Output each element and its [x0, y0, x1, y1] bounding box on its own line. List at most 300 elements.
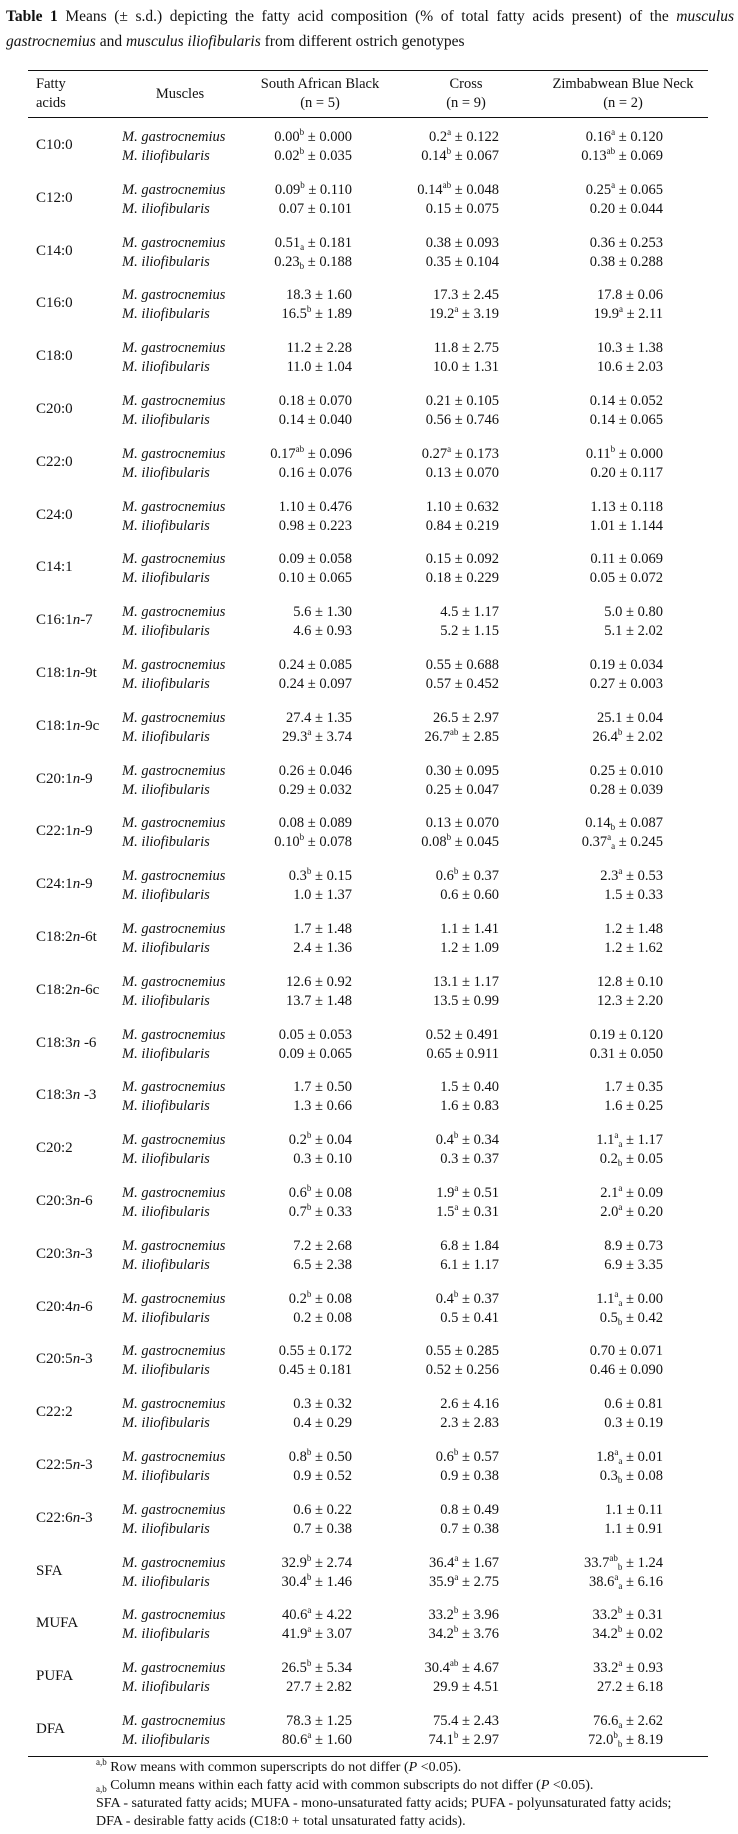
table-cell: [436, 1184, 499, 1203]
plus-minus: ±: [311, 1151, 327, 1168]
mean-value: 0.9: [440, 1468, 459, 1484]
table-cell: [426, 550, 499, 569]
sd-value: 0.245: [630, 834, 663, 851]
plus-minus: ±: [458, 1079, 474, 1096]
plus-minus: ±: [458, 1098, 474, 1115]
table-cell: [293, 1467, 352, 1486]
plus-minus: ±: [311, 868, 327, 885]
table-cell: [289, 1131, 352, 1150]
plus-minus: ±: [311, 306, 327, 323]
mean-value: 0.14: [585, 815, 611, 832]
muscle-name: M. iliofibularis: [122, 1204, 210, 1220]
sd-value: 0.096: [319, 445, 352, 462]
acid-suffix: -3: [80, 1351, 93, 1368]
plus-minus: ±: [615, 412, 631, 428]
sd-value: 0.08: [637, 1468, 663, 1484]
plus-minus: ±: [451, 1026, 467, 1043]
sd-value: 0.452: [466, 676, 499, 692]
table-cell: [436, 1290, 499, 1309]
mean-value: 0.55: [425, 1343, 452, 1360]
muscle-name: M. iliofibularis: [122, 781, 210, 798]
plus-minus: ±: [622, 1256, 638, 1273]
plus-minus: ±: [304, 253, 320, 270]
muscle-name: M. gastrocnemius: [122, 1554, 226, 1571]
plus-minus: ±: [304, 234, 320, 251]
acid-suffix: -7: [80, 612, 93, 629]
sd-value: 2.74: [326, 1554, 352, 1571]
table-row: [0, 728, 738, 747]
mean-value: 11.2: [286, 340, 312, 357]
mean-value: 0.4: [435, 1290, 454, 1307]
sd-value: 0.91: [637, 1520, 663, 1537]
muscle-name: M. iliofibularis: [122, 1520, 210, 1537]
footnote-text: <0.05).: [549, 1778, 594, 1793]
table-cell: [582, 833, 663, 852]
table-row: [0, 1045, 738, 1064]
row-superscript: a: [611, 179, 616, 190]
mean-value: 0.13: [581, 148, 607, 164]
fatty-acid-group: [0, 1444, 738, 1496]
plus-minus: ±: [304, 676, 320, 692]
sd-value: 3.07: [326, 1626, 352, 1643]
acid-name: C22:5: [36, 1457, 73, 1473]
mean-value: 10.6: [597, 359, 623, 376]
table-cell: [604, 603, 663, 622]
plus-minus: ±: [622, 1713, 638, 1729]
plus-minus: ±: [458, 1660, 474, 1677]
table-cell: [279, 569, 352, 588]
plus-minus: ±: [311, 359, 327, 376]
plus-minus: ±: [311, 287, 327, 304]
table-row: [0, 1203, 738, 1222]
plus-minus: ±: [622, 709, 638, 726]
muscle-name: M. gastrocnemius: [122, 287, 226, 304]
sd-value: 1.60: [326, 287, 352, 304]
sd-value: 1.17: [473, 973, 499, 990]
sd-value: 0.065: [319, 1045, 352, 1062]
mean-value: 0.45: [278, 1362, 305, 1379]
mean-value: 0.38: [425, 234, 452, 251]
table-cell: [440, 1078, 499, 1097]
plus-minus: ±: [451, 1362, 467, 1379]
mean-value: 35.9: [429, 1573, 455, 1590]
sd-value: 0.11: [638, 1501, 663, 1518]
table-cell: [440, 1097, 499, 1116]
muscle-name: M. gastrocnemius: [122, 181, 226, 198]
table-cell: [275, 234, 352, 253]
muscle-name: M. iliofibularis: [122, 359, 210, 376]
sd-value: 0.20: [637, 1204, 663, 1220]
mean-value: 0.19: [589, 657, 616, 673]
mean-value: 0.3: [599, 1468, 618, 1484]
table-cell: [593, 1712, 663, 1731]
mean-value: 0.26: [278, 762, 305, 779]
acid-name: C20:5: [36, 1351, 73, 1368]
sd-value: 0.80: [637, 604, 663, 621]
sd-value: 0.00: [637, 1290, 663, 1307]
mean-value: 0.7: [288, 1204, 307, 1220]
table-cell: [429, 1606, 499, 1625]
mean-value: 0.56: [425, 412, 452, 428]
plus-minus: ±: [622, 992, 638, 1009]
plus-minus: ±: [458, 1573, 474, 1590]
header-text: Cross: [449, 76, 483, 92]
sd-value: 0.093: [466, 234, 499, 251]
mean-value: 0.8: [288, 1449, 307, 1465]
table-cell: [279, 781, 352, 800]
mean-value: 0.11: [590, 551, 616, 568]
table-cell: [270, 445, 352, 464]
table-cell: [282, 1554, 352, 1573]
sd-value: 0.49: [473, 1501, 499, 1518]
table-row: [0, 814, 738, 833]
mean-value: 0.31: [589, 1045, 616, 1062]
acid-n: n: [72, 1087, 81, 1104]
table-row: [0, 128, 738, 147]
mean-value: 2.4: [293, 940, 312, 956]
mean-value: 0.09: [274, 181, 301, 198]
table-cell: [436, 867, 499, 886]
acid-name: C18:3: [36, 1034, 73, 1051]
table-cell: [429, 1625, 499, 1644]
table-cell: [593, 1659, 663, 1678]
table-row: [0, 1501, 738, 1520]
table-cell: [596, 1290, 663, 1309]
plus-minus: ±: [311, 887, 327, 904]
sd-value: 0.92: [326, 973, 352, 990]
plus-minus: ±: [304, 412, 320, 428]
table-cell: [286, 1712, 352, 1731]
column-subscript: a: [618, 1720, 623, 1730]
sd-value: 0.19: [637, 1415, 663, 1432]
row-superscript: a: [614, 1447, 619, 1457]
mean-value: 0.05: [278, 1026, 305, 1043]
acid-n: n: [72, 665, 81, 681]
mean-value: 41.9: [282, 1626, 308, 1643]
sd-value: 0.104: [466, 253, 499, 270]
plus-minus: ±: [458, 1468, 474, 1484]
plus-minus: ±: [458, 623, 474, 640]
plus-minus: ±: [615, 445, 631, 462]
table-cell: [433, 709, 499, 728]
sd-value: 0.105: [466, 393, 499, 409]
table-cell: [590, 1361, 663, 1380]
acid-suffix: -9: [80, 876, 93, 893]
acid-name: C10:0: [36, 137, 73, 153]
mean-value: 33.2: [428, 1607, 454, 1624]
muscle-name: M. iliofibularis: [122, 728, 210, 745]
acid-name: C20:3: [36, 1245, 73, 1262]
table-row: [0, 1448, 738, 1467]
plus-minus: ±: [458, 604, 474, 621]
plus-minus: ±: [311, 1098, 327, 1115]
sd-value: 2.83: [473, 1415, 499, 1432]
table-cell: [293, 1256, 352, 1275]
table-cell: [433, 1712, 499, 1731]
acid-n: n: [72, 981, 81, 998]
sd-value: 0.118: [630, 498, 663, 515]
mean-value: 30.4: [281, 1573, 307, 1590]
table-row: [0, 1309, 738, 1328]
acid-name: C22:6: [36, 1509, 73, 1526]
table-cell: [289, 1184, 352, 1203]
row-superscript: b: [306, 1658, 312, 1669]
fatty-acid-group: [0, 1022, 738, 1074]
table-cell: [279, 550, 352, 569]
mean-value: 4.6: [293, 623, 312, 640]
sd-value: 0.10: [326, 1151, 352, 1168]
row-superscript: b: [299, 127, 305, 137]
sd-value: 0.071: [630, 1343, 663, 1360]
muscle-name: M. gastrocnemius: [122, 973, 226, 990]
plus-minus: ±: [615, 498, 631, 515]
plus-minus: ±: [622, 1396, 638, 1413]
sd-value: 0.42: [637, 1309, 663, 1326]
row-superscript: b: [306, 1447, 312, 1457]
row-superscript: b: [306, 1130, 312, 1141]
fatty-acid-group: [0, 335, 738, 387]
mean-value: 1.10: [425, 498, 452, 515]
row-superscript: b: [617, 1605, 623, 1616]
plus-minus: ±: [304, 498, 320, 515]
row-superscript: b: [300, 179, 305, 190]
sd-value: 4.67: [473, 1660, 499, 1677]
table-cell: [440, 1256, 499, 1275]
mean-value: 0.24: [278, 676, 305, 692]
acid-name: C20:4: [36, 1298, 73, 1315]
muscle-name: M. iliofibularis: [122, 834, 210, 851]
plus-minus: ±: [311, 1607, 327, 1624]
muscle-name: M. iliofibularis: [122, 464, 210, 481]
footnote-mark: a,b: [96, 1757, 107, 1767]
muscle-name: M. iliofibularis: [122, 1679, 210, 1696]
table-cell: [293, 1237, 352, 1256]
plus-minus: ±: [451, 781, 467, 798]
fatty-acid-group: [0, 1286, 738, 1338]
table-cell: [585, 814, 663, 833]
sd-value: 1.24: [637, 1554, 663, 1571]
table-row: [0, 622, 738, 641]
sd-value: 0.25: [637, 1098, 663, 1115]
mean-value: 0.6: [435, 1449, 454, 1465]
mean-value: 0.51: [274, 234, 301, 251]
muscle-name: M. iliofibularis: [122, 623, 210, 640]
mean-value: 0.09: [278, 551, 305, 568]
mean-value: 1.5: [436, 1204, 455, 1220]
sd-value: 0.04: [637, 709, 663, 726]
mean-value: 6.8: [440, 1237, 459, 1254]
plus-minus: ±: [304, 551, 320, 568]
acid-suffix: -9t: [80, 665, 97, 681]
plus-minus: ±: [615, 781, 631, 798]
mean-value: 5.6: [293, 604, 312, 621]
muscle-name: M. gastrocnemius: [122, 1290, 226, 1307]
plus-minus: ±: [458, 287, 474, 304]
mean-value: 8.9: [604, 1237, 623, 1254]
table-cell: [590, 253, 663, 272]
plus-minus: ±: [622, 359, 638, 376]
table-cell: [584, 1554, 663, 1573]
muscle-name: M. iliofibularis: [122, 1045, 210, 1062]
row-superscript: a: [307, 1730, 312, 1740]
table-row: [0, 1678, 738, 1697]
table-top-rule: [28, 70, 708, 71]
mean-value: 0.25: [589, 762, 616, 779]
sd-value: 0.065: [630, 412, 663, 428]
sd-value: 5.34: [326, 1660, 352, 1677]
header-n: (n = 9): [446, 95, 486, 111]
sd-value: 1.60: [326, 1732, 352, 1748]
caption-muscle-2: musculus iliofibularis: [125, 33, 261, 50]
plus-minus: ±: [615, 181, 631, 198]
plus-minus: ±: [311, 921, 327, 937]
mean-value: 1.5: [604, 887, 623, 904]
mean-value: 0.09: [278, 1045, 305, 1062]
fatty-acid-group: [0, 1074, 738, 1126]
sd-value: 1.62: [637, 940, 663, 956]
acid-n: n: [72, 1193, 81, 1209]
mean-value: 0.02: [274, 148, 300, 164]
table-cell: [436, 1203, 499, 1222]
table-row: [0, 569, 738, 588]
plus-minus: ±: [622, 623, 638, 640]
row-superscript: a: [307, 726, 312, 737]
plus-minus: ±: [615, 1343, 631, 1360]
row-superscript: a: [607, 832, 612, 843]
mean-value: 5.2: [440, 623, 459, 640]
row-superscript: b: [613, 1730, 618, 1740]
table-cell: [293, 1309, 352, 1328]
column-subscript: a: [618, 1580, 623, 1591]
table-row: [0, 833, 738, 852]
plus-minus: ±: [311, 1079, 327, 1096]
table-cell: [289, 1448, 352, 1467]
table-cell: [279, 464, 352, 483]
table-cell: [600, 1150, 663, 1169]
acid-suffix: -6: [80, 1034, 97, 1051]
table-row: [0, 411, 738, 430]
acid-n: n: [72, 929, 81, 945]
table-cell: [604, 920, 663, 939]
table-row: [0, 1625, 738, 1644]
table-row: [0, 603, 738, 622]
sd-value: 2.43: [473, 1713, 499, 1729]
table-cell: [274, 147, 352, 166]
sd-value: 0.223: [319, 517, 352, 534]
table-row: [0, 1184, 738, 1203]
mean-value: 0.27: [589, 676, 616, 692]
row-superscript: b: [617, 1624, 623, 1635]
header-n: (n = 2): [603, 95, 643, 111]
acid-name: C22:1: [36, 823, 73, 840]
mean-value: 17.3: [433, 287, 459, 304]
plus-minus: ±: [622, 1449, 638, 1465]
mean-value: 0.2: [288, 1132, 307, 1149]
fatty-acid-group: [0, 546, 738, 598]
table-cell: [604, 1097, 663, 1116]
table-cell: [282, 1659, 352, 1678]
plus-minus: ±: [451, 498, 467, 515]
table-cell: [279, 200, 352, 219]
mean-value: 0.3: [288, 868, 307, 885]
mean-value: 27.4: [286, 709, 312, 726]
table-cell: [426, 1026, 499, 1045]
mean-value: 0.28: [589, 781, 616, 798]
table-cell: [440, 1237, 499, 1256]
table-cell: [593, 1625, 663, 1644]
row-superscript: b: [306, 1552, 312, 1563]
sd-value: 0.097: [319, 676, 352, 692]
muscle-name: M. iliofibularis: [122, 1468, 210, 1484]
sd-value: 2.75: [473, 340, 499, 357]
fatty-acid-group: [0, 758, 738, 810]
table-cell: [590, 517, 663, 536]
mean-value: 0.10: [274, 834, 300, 851]
sd-value: 0.034: [630, 657, 663, 673]
sd-value: 2.03: [637, 359, 663, 376]
mean-value: 78.3: [286, 1713, 312, 1729]
plus-minus: ±: [304, 393, 320, 409]
table-cell: [440, 1150, 499, 1169]
sd-value: 0.41: [473, 1309, 499, 1326]
table-cell: [293, 886, 352, 905]
table-cell: [440, 1520, 499, 1539]
plus-minus: ±: [311, 709, 327, 726]
plus-minus: ±: [458, 1309, 474, 1326]
sd-value: 0.120: [630, 1026, 663, 1043]
acid-name: C18:0: [36, 348, 73, 365]
mean-value: 0.65: [426, 1045, 452, 1062]
sd-value: 0.632: [466, 498, 499, 515]
footnote-superscripts: [96, 1759, 461, 1777]
muscle-name: M. gastrocnemius: [122, 709, 226, 726]
footnote-text: Column means within each fatty acid with common subscripts do not differ (: [106, 1778, 541, 1793]
sd-value: 1.17: [637, 1132, 663, 1149]
row-superscript: ab: [606, 146, 616, 156]
muscle-name: M. gastrocnemius: [122, 1396, 226, 1413]
mean-value: 74.1: [428, 1732, 454, 1748]
plus-minus: ±: [304, 148, 320, 164]
table-row: [0, 181, 738, 200]
sd-value: 1.48: [326, 992, 352, 1009]
mean-value: 1.8: [596, 1449, 615, 1465]
table-cell: [590, 656, 663, 675]
sd-value: 0.40: [473, 1079, 499, 1096]
table-cell: [590, 781, 663, 800]
table-row: [0, 709, 738, 728]
plus-minus: ±: [304, 517, 320, 534]
mean-value: 0.21: [425, 393, 452, 409]
plus-minus: ±: [451, 762, 467, 779]
table-cell: [440, 1501, 499, 1520]
acid-name: PUFA: [36, 1668, 74, 1685]
plus-minus: ±: [622, 1204, 638, 1220]
fatty-acid-group: [0, 1233, 738, 1285]
plus-minus: ±: [458, 728, 474, 745]
sd-value: 0.38: [473, 1468, 499, 1484]
row-superscript: b: [453, 1730, 459, 1740]
table-cell: [440, 1395, 499, 1414]
plus-minus: ±: [622, 1501, 639, 1518]
table-row: [0, 1573, 738, 1592]
row-superscript: ab: [442, 179, 452, 190]
table-row: [0, 939, 738, 958]
plus-minus: ±: [622, 604, 638, 621]
table-row: [0, 286, 738, 305]
acid-name: C20:1: [36, 770, 73, 787]
plus-minus: ±: [304, 657, 320, 673]
table-cell: [289, 867, 352, 886]
